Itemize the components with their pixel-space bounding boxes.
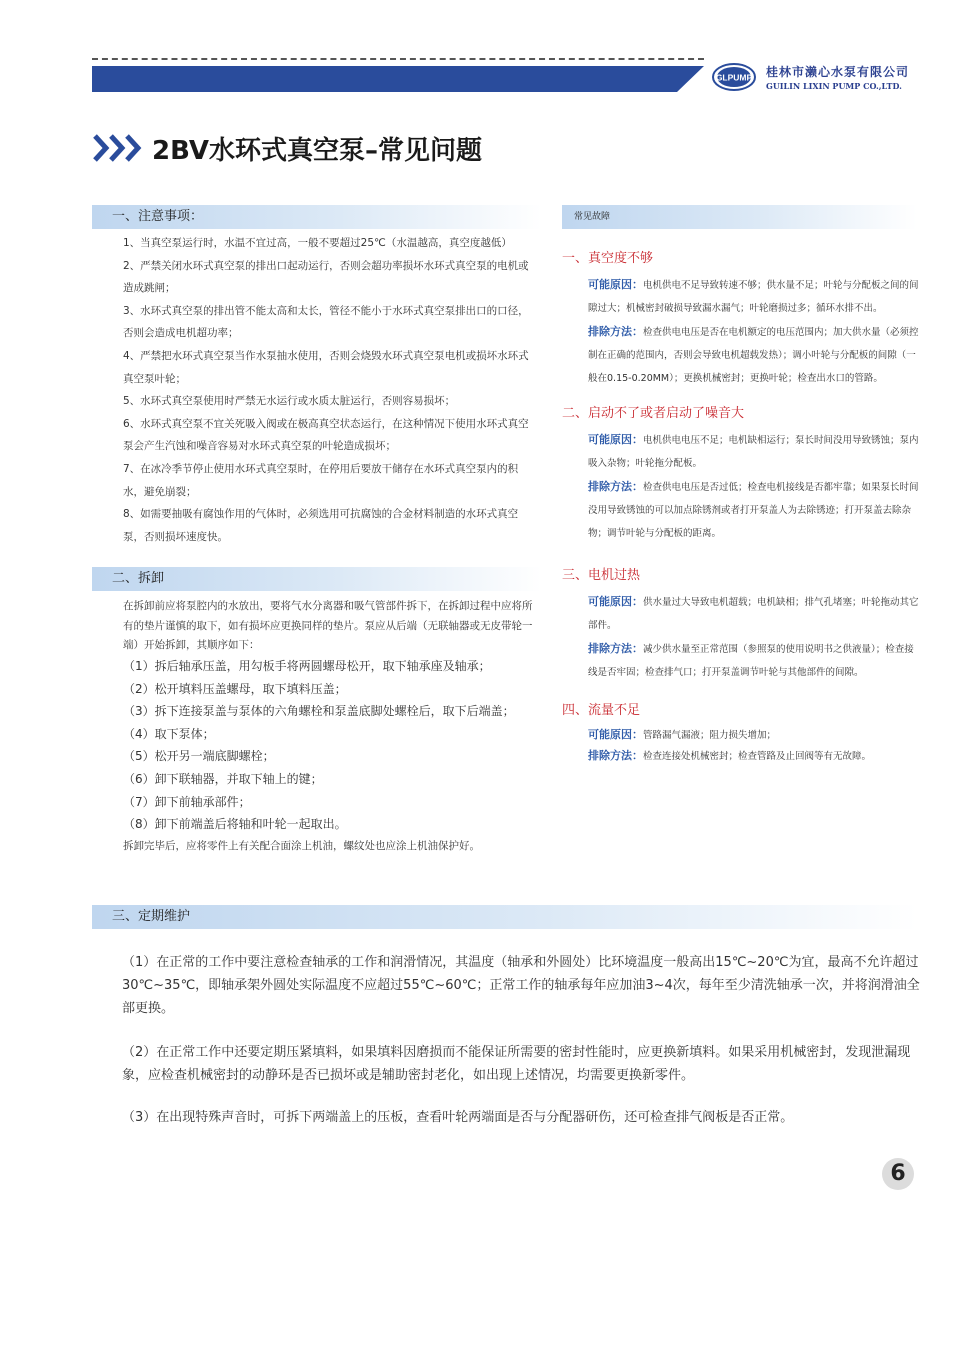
maintenance-text: （3）在出现特殊声音时，可拆下两端盖上的压板，查看叶轮两端面是否与分配器研伤，还可检查排气阀板是否正常。 [122,1110,794,1125]
fault-fix-text: 检查供电电压是否在电机额定的电压范围内；加大供水量（必须控制在正确的范围内，否则会导致电机超载发热）；调小叶轮与分配板的间隙（一般在0.15-0.20MM）；更换机械密封；更换叶轮；检查出水口的管路。 [588,327,919,384]
header-dashed-line [92,58,704,60]
fix-label: 排除方法： [588,749,643,762]
disassembly-step: （7）卸下前轴承部件； [123,794,251,809]
logo-text: GLPUMP [715,72,753,83]
note-item: 6、水环式真空泵不宜关死吸入阀或在极高真空状态运行，在这种情况下使用水环式真空泵会产生汽蚀和噪音容易对水环式真空泵的叶轮造成损坏； [123,417,529,453]
maintenance-text: （1）在正常的工作中要注意检查轴承的工作和润滑情况，其温度（轴承和外圆处）比环境温度一般高出15℃~20℃为宜，最高不允许超过30℃~35℃，即轴承架外圆处实际温度不应超过55℃~60℃；正常工作的轴承每年应加油3~4次，每年至少清洗轴承一次，并将润滑油全部更换。 [122,955,920,1016]
fault-cause [588,725,922,746]
disassembly-step: （4）取下泵体； [123,726,215,741]
fault-fix-text: 减少供水量至正常范围（参照泵的使用说明书之供液量）；检查接线是否牢固；检查排气口；打开泵盖调节叶轮与其他部件的间隙。 [588,644,914,678]
fault-title: 四、流量不足 [562,703,641,718]
section-heading-disassembly: 二、拆卸 [92,567,542,591]
maintenance-paragraph [122,1041,922,1087]
fault-title: 三、电机过热 [562,568,641,583]
fix-label: 排除方法： [588,642,643,655]
fault-item [562,701,922,767]
note-item: 2、严禁关闭水环式真空泵的排出口起动运行，否则会超功率损坏水环式真空泵的电机或造成跳闸； [123,259,529,295]
fault-fix-text: 检查供电电压是否过低；检查电机接线是否都牢靠；如果泵长时间没用导致锈蚀的可以加点除锈剂或者打开泵盖人为去除锈迹；打开泵盖去除杂物；调节叶轮与分配板的距离。 [588,482,919,539]
fault-cause-text: 电机供电电压不足；电机缺相运行；泵长时间没用导致锈蚀；泵内吸入杂物；叶轮拖分配板。 [588,435,919,469]
disassembly-step: （5）松开另一端底脚螺栓； [123,749,275,764]
fault-title: 二、启动不了或者启动了噪音大 [562,406,745,421]
section-heading-maintenance: 三、定期维护 [92,905,917,929]
disassembly-step: （6）卸下联轴器，并取下轴上的键； [123,771,323,786]
disassembly-step: （1）拆后轴承压盖，用勾板手将两圆螺母松开，取下轴承座及轴承； [123,659,491,673]
maintenance-text: （2）在正常工作中还要定期压紧填料，如果填料因磨损而不能保证所需要的密封性能时，应更换新填料。如果采用机械密封，发现泄漏现象，应检查机械密封的动静环是否已损坏或是辅助密封老化，如出现上述情况，均需要更换新零件。 [122,1045,911,1083]
disassembly-intro-text: 在拆卸前应将泵腔内的水放出，要将气水分离器和吸气管部件拆下，在拆卸过程中应将所有的垫片谨慎的取下，如有损坏应更换同样的垫片。泵应从后端（无联轴器或无皮带轮一端）开始拆卸，其顺序如下： [123,600,533,651]
notes-list [123,232,533,548]
fault-fix [588,637,922,684]
maintenance-paragraph [122,951,922,1020]
disassembly-steps [123,655,553,836]
disassembly-step: （3）拆下连接泵盖与泵体的六角螺栓和泵盖底脚处螺栓后，取下后端盖； [123,704,515,719]
section-heading-notes: 一、注意事项： [92,205,542,229]
fault-cause [588,273,922,320]
cause-label: 可能原因： [588,728,643,741]
disassembly-step: （2）松开填料压盖螺母，取下填料压盖； [123,681,347,696]
cause-label: 可能原因： [588,278,643,291]
fault-fix [588,746,922,767]
fault-fix [588,475,922,545]
note-item: 8、如需要抽吸有腐蚀作用的气体时，必须选用可抗腐蚀的合金材料制造的水环式真空泵，否则损坏速度快。 [123,508,519,543]
disassembly-step: （8）卸下前端盖后将轴和叶轮一起取出。 [123,817,347,832]
fault-cause-text: 供水量过大导致电机超载；电机缺相；排气孔堵塞；叶轮拖动其它部件。 [588,597,919,631]
fault-title: 一、真空度不够 [562,251,654,266]
company-name-cn: 桂林市濑心水泵有限公司 [766,65,910,79]
page-title: 2BV水环式真空泵–常见问题 [152,136,482,166]
fault-item [562,566,922,684]
fault-cause-text: 管路漏气漏液；阻力损失增加； [643,730,777,741]
fault-cause [588,428,922,475]
maintenance-paragraph [122,1106,922,1129]
company-name-en: GUILIN LIXIN PUMP CO.,LTD. [766,81,902,91]
section-heading-faults: 常见故障 [562,205,917,229]
note-item: 5、水环式真空泵使用时严禁无水运行或水质太脏运行，否则容易损坏； [123,395,456,408]
fault-item [562,404,922,545]
fix-label: 排除方法： [588,480,643,493]
fault-item [562,249,922,390]
header-bar [92,66,704,92]
note-item: 7、在冰冷季节停止使用水环式真空泵时，在停用后要放干储存在水环式真空泵内的积水，避免崩裂； [123,462,519,498]
fix-label: 排除方法： [588,325,643,338]
note-item: 1、当真空泵运行时，水温不宜过高，一般不要超过25℃（水温越高，真空度越低） [123,237,512,249]
disassembly-intro [123,597,535,656]
note-item: 4、严禁把水环式真空泵当作水泵抽水使用，否则会烧毁水环式真空泵电机或损坏水环式真空泵叶轮； [123,349,529,385]
note-item: 3、水环式真空泵的排出管不能太高和太长，管径不能小于水环式真空泵排出口的口径，否则会造成电机超功率； [123,304,529,340]
title-chevrons-icon [92,132,144,164]
page-number: 6 [882,1158,914,1190]
company-logo-icon [712,62,756,92]
fault-fix-text: 检查连接处机械密封；检查管路及止回阀等有无故障。 [643,751,872,762]
cause-label: 可能原因： [588,595,643,608]
fault-fix [588,320,922,390]
fault-cause [588,590,922,637]
disassembly-closing: 拆卸完毕后，应将零件上有关配合面涂上机油，螺纹处也应涂上机油保护好。 [123,840,480,852]
fault-cause-text: 电机供电不足导致转速不够；供水量不足；叶轮与分配板之间的间隙过大；机械密封破损导致漏水漏气；叶轮磨损过多；循环水排不出。 [588,280,919,314]
cause-label: 可能原因： [588,433,643,446]
